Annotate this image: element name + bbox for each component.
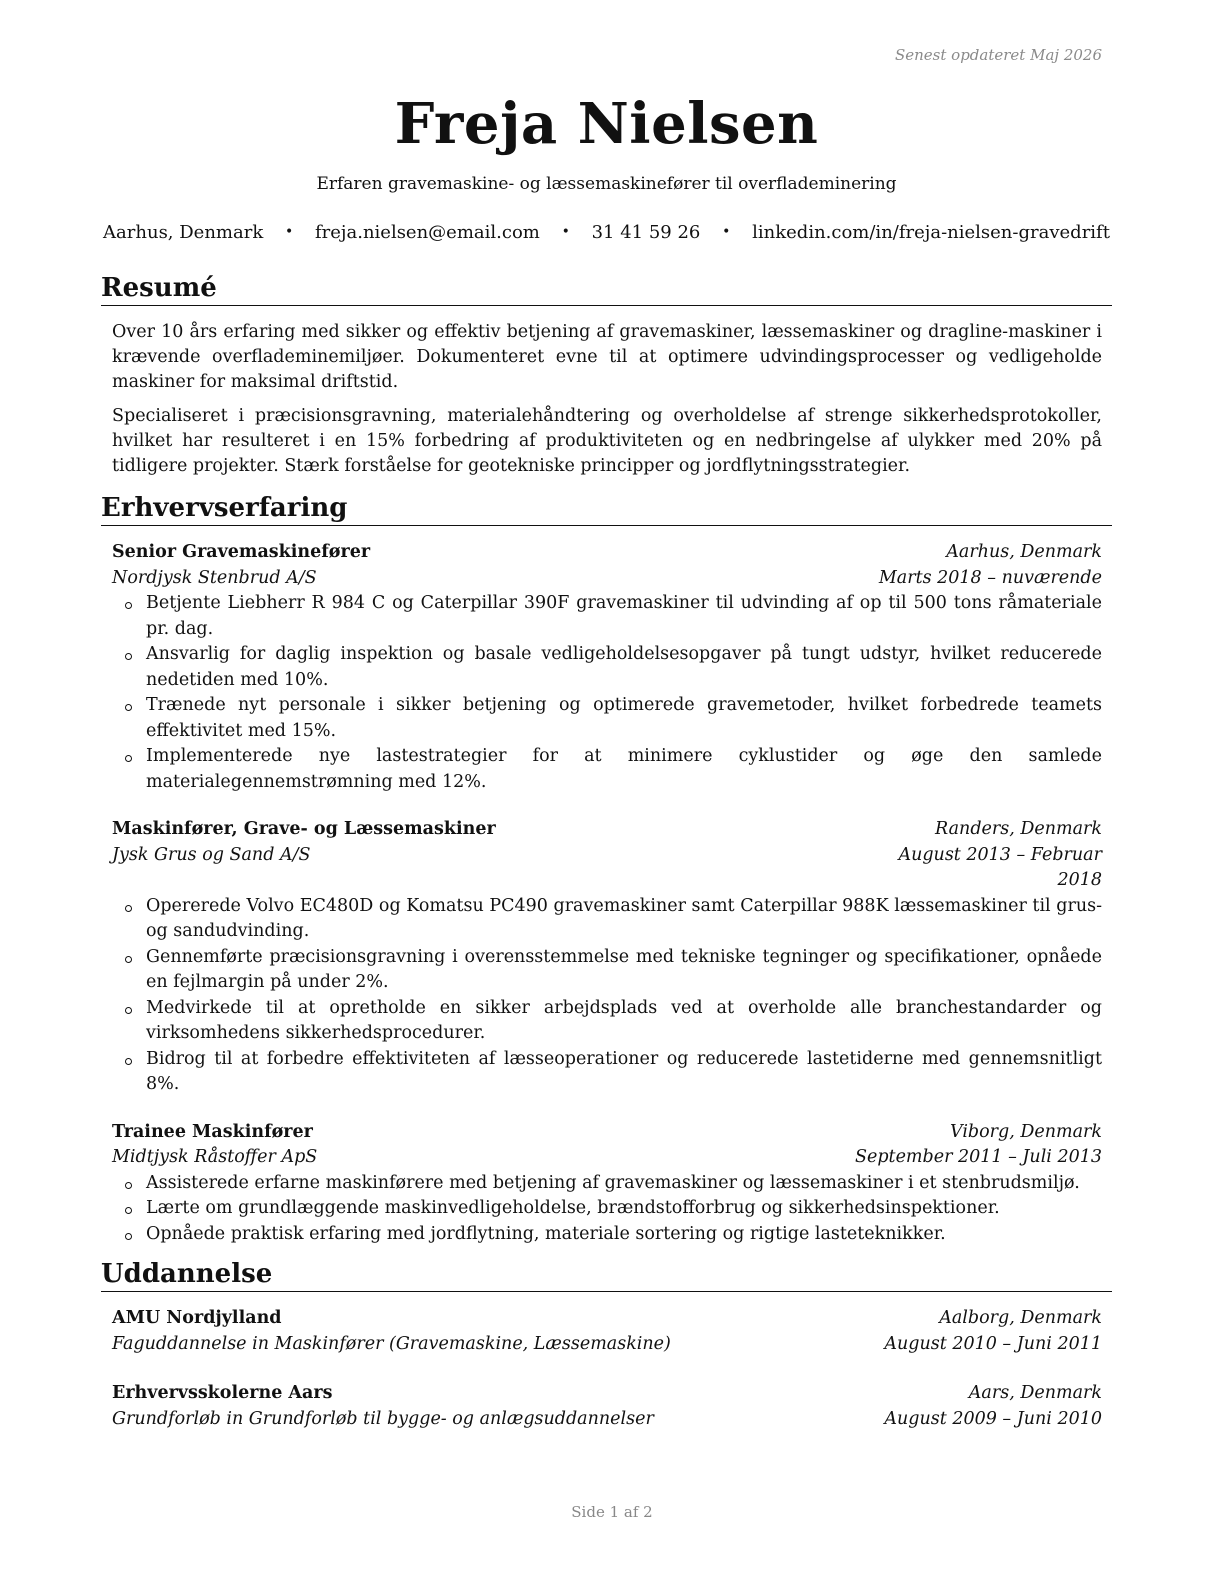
education-location: Aars, Denmark [968,1383,1102,1403]
job-company: Midtjysk Råstoffer ApS [112,1147,318,1167]
circle-bullet-icon [125,755,132,762]
job-bullets [112,591,1102,795]
circle-bullet-icon [125,1207,132,1214]
circle-bullet-icon [125,956,132,963]
job-role: Maskinfører, Grave- og Læssemaskiner [112,819,496,839]
contact-linkedin[interactable]: linkedin.com/in/freja-nielsen-gravedrift [752,222,1110,243]
circle-bullet-icon [125,1182,132,1189]
job-entry [112,1120,1102,1248]
summary-paragraph: Over 10 års erfaring med sikker og effektiv betjening af gravemaskiner, læssemaskiner og dragline-maskiner i krævende overflademinemiljøer. Dokumenteret evne til at optimere udvindingsprocesser og vedligeholde maskiner for maksimal driftstid. [112,322,1102,392]
bullet-text: Lærte om grundlæggende maskinvedligeholdelse, brændstofforbrug og sikkerhedsinspektioner. [146,1198,1000,1218]
job-dates: August 2013 – Februar 2018 [898,844,1102,890]
bullet-text: Trænede nyt personale i sikker betjening og optimerede gravemetoder, hvilket forbedrede teamets effektivitet med 15%. [146,695,1102,741]
section-title-summary: Resumé [101,273,1112,306]
job-header [112,1120,1102,1146]
list-item [112,642,1102,693]
job-role: Senior Gravemaskinefører [112,542,371,562]
section-title-experience: Erhvervserfaring [101,493,1112,526]
bullet-text: Ansvarlig for daglig inspektion og basale vedligeholdelsesopgaver på tungt udstyr, hvilket reducerede nedetiden med 10%. [146,644,1102,690]
bullet-text: Implementerede nye lastestrategier for at minimere cyklustider og øge den samlede materialegennemstrømning med 12%. [146,746,1102,792]
list-item [112,945,1102,996]
bullet-text: Gennemførte præcisionsgravning i overensstemmelse med tekniske tegninger og specifikationer, opnåede en fejlmargin på under 2%. [146,946,1102,992]
summary-section [101,273,1112,479]
contact-line [101,222,1112,243]
page-number: Side 1 af 2 [571,1503,653,1521]
circle-bullet-icon [125,1233,132,1240]
last-updated: Senest opdateret Maj 2026 [894,46,1102,64]
education-header [112,1306,1102,1332]
job-dates: September 2011 – Juli 2013 [854,1147,1102,1167]
education-section [101,1259,1112,1432]
bullet-separator-icon: • [561,224,570,240]
experience-section [101,493,1112,1247]
circle-bullet-icon [125,1058,132,1065]
summary-body [101,320,1112,479]
education-school: AMU Nordjylland [112,1308,282,1328]
bullet-text: Opererede Volvo EC480D og Komatsu PC490 gravemaskiner samt Caterpillar 988K læssemaskiner til grus- og sandudvinding. [146,895,1102,941]
list-item [112,996,1102,1047]
list-item [112,591,1102,642]
job-dates: Marts 2018 – nuværende [878,567,1102,588]
job-subheader [112,1145,1102,1171]
education-subheader [112,1332,1102,1358]
circle-bullet-icon [125,602,132,609]
list-item [112,894,1102,945]
bullet-separator-icon: • [284,224,294,240]
circle-bullet-icon [125,1007,132,1014]
list-item [112,1196,1102,1222]
education-body [101,1306,1112,1432]
contact-location: Aarhus, Denmark [103,222,264,243]
bullet-text: Betjente Liebherr R 984 C og Caterpillar 390F gravemaskiner til udvinding af op til 500 tons råmateriale pr. dag. [146,593,1102,639]
bullet-text: Medvirkede til at opretholde en sikker arbejdsplads ved at overholde alle branchestandarder og virksomhedens sikkerhedsprocedurer. [146,997,1102,1043]
job-role: Trainee Maskinfører [112,1121,313,1142]
list-item [112,1222,1102,1248]
job-header [112,817,1102,843]
circle-bullet-icon [125,905,132,912]
contact-email[interactable]: freja.nielsen@email.com [314,222,540,243]
job-bullets [112,1171,1102,1248]
job-subheader [112,843,1102,894]
circle-bullet-icon [125,704,132,711]
job-bullets [112,894,1102,1098]
education-entry [112,1306,1102,1357]
person-name: Freja Nielsen [394,91,819,157]
education-degree: Faguddannelse in Maskinfører (Gravemaskine, Læssemaskine) [112,1333,671,1354]
education-degree: Grundforløb in Grundforløb til bygge- og anlægsuddannelser [112,1408,654,1429]
job-company: Nordjysk Stenbrud A/S [112,567,317,588]
education-dates: August 2010 – Juni 2011 [884,1333,1102,1354]
experience-body [101,540,1112,1247]
education-school: Erhvervsskolerne Aars [112,1383,333,1403]
contact-phone: 31 41 59 26 [591,222,701,243]
job-entry [112,540,1102,795]
education-location: Aalborg, Denmark [939,1308,1102,1328]
tagline: Erfaren gravemaskine- og læssemaskinefører til overflademinering [316,174,897,194]
job-subheader [112,566,1102,592]
list-item [112,744,1102,795]
job-header [112,540,1102,566]
bullet-text: Opnåede praktisk erfaring med jordflytning, materiale sortering og rigtige lasteteknikker. [146,1223,946,1244]
bullet-separator-icon: • [722,224,731,240]
education-dates: August 2009 – Juni 2010 [884,1408,1102,1429]
education-subheader [112,1407,1102,1433]
education-entry [112,1381,1102,1432]
job-company: Jysk Grus og Sand A/S [112,844,311,865]
section-title-education: Uddannelse [101,1259,1112,1292]
job-location: Viborg, Denmark [949,1121,1102,1142]
education-header [112,1381,1102,1407]
circle-bullet-icon [125,653,132,660]
summary-paragraph: Specialiseret i præcisionsgravning, materialehåndtering og overholdelse af strenge sikkerhedsprotokoller, hvilket har resulteret i en 15% forbedring af produktiviteten og en nedbringelse af ulykker med 20% på tidligere projekter. Stærk forståelse for geotekniske principper og jordflytningsstrategier. [112,406,1102,476]
list-item [112,1047,1102,1098]
list-item [112,693,1102,744]
bullet-text: Bidrog til at forbedre effektiviteten af læsseoperationer og reducerede lastetiderne med gennemsnitligt 8%. [146,1048,1102,1094]
job-location: Randers, Denmark [935,819,1102,839]
bullet-text: Assisterede erfarne maskinførere med betjening af gravemaskiner og læssemaskiner i et stenbrudsmiljø. [146,1172,1080,1193]
list-item [112,1171,1102,1197]
job-location: Aarhus, Denmark [946,542,1102,562]
job-entry [112,817,1102,1098]
